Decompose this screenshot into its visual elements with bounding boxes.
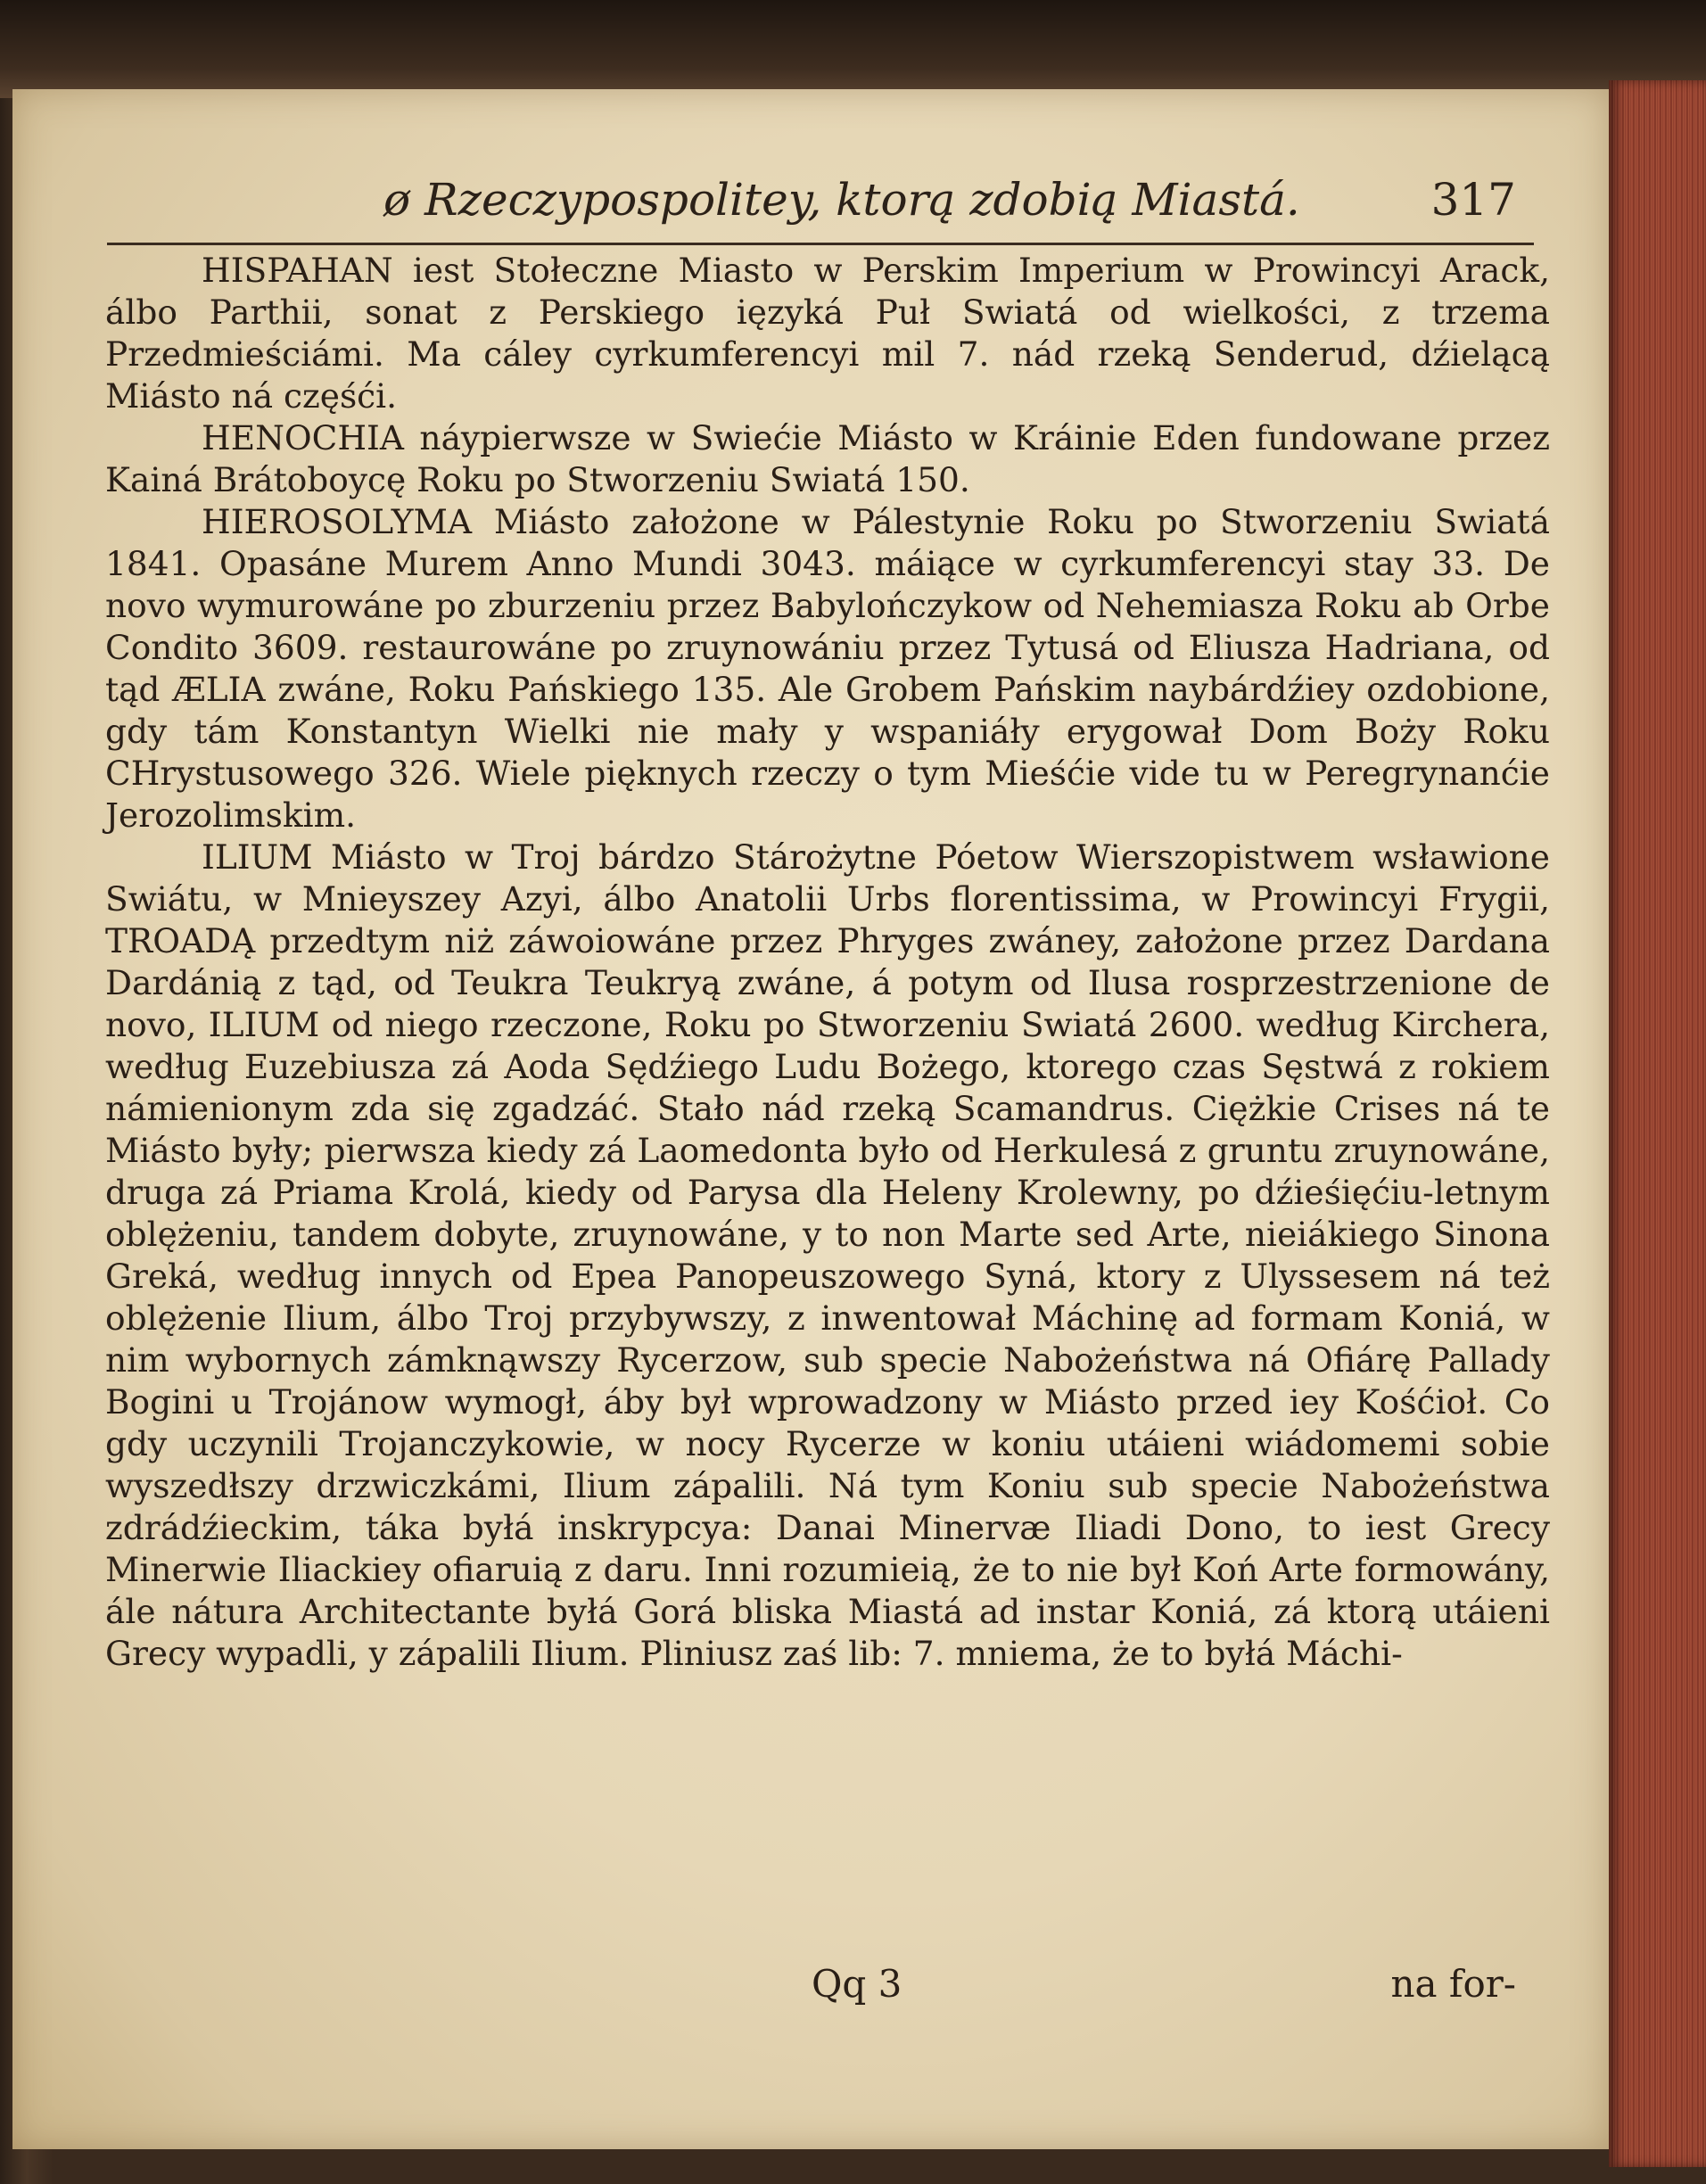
page-number: 317 (1430, 174, 1516, 226)
catchword: na for- (1390, 1962, 1516, 2006)
page-footer (107, 1962, 1534, 2015)
entry-henochia: HENOCHIA náypierwsze w Swiećie Miásto w Kráinie Eden fundowane przez Kainá Brátoboycę Roku po Stworzeniu Swiatá 150. (105, 418, 1550, 499)
signature-mark: Qq 3 (812, 1962, 902, 2006)
entry-hispahan: HISPAHAN iest Stołeczne Miasto w Perskim Imperium w Prowincyi Arack, álbo Parthii, sonat z Perskiego ięzyká Puł Swiatá od wielkości, z trzema Przedmieściámi. Ma cáley cyrkumferencyi mil 7. nád rzeką Senderud, dźielącą Miásto ná częśći. (105, 251, 1550, 416)
body-text (105, 250, 1550, 1675)
running-head (107, 174, 1534, 236)
running-head-title: ø Rzeczypospolitey, ktorą zdobią Miastá. (383, 174, 1300, 226)
entry-ilium: ILIUM Miásto w Troj bárdzo Stárożytne Póetow Wierszopistwem wsławione Swiátu, w Mnieyszey Azyi, álbo Anatolii Urbs florentissima, w Prowincyi Frygii, TROADĄ przedtym niż záwoiowáne przez Phryges zwáney, założone przez Dardana Dardánią z tąd, od Teukra Teukryą zwáne, á potym od Ilusa rosprzestrzenione de novo, ILIUM od niego rzeczone, Roku po Stworzeniu Swiatá 2600. według Kirchera, według Euzebiusza zá Aoda Sędźiego Ludu Bożego, ktorego czas Sęstwá z rokiem námienionym zda się zgadzáć. Stało nád rzeką Scamandrus. Ciężkie Crises ná te Miásto były; pierwsza kiedy zá Laomedonta było od Herkulesá z gruntu zruynowáne, druga zá Priama Krolá, kiedy od Parysa dla Heleny Krolewny, po dźieśięćiu-letnym oblężeniu, tandem dobyte, zruynowáne, y to non Marte sed Arte, nieiákiego Sinona Greká, według innych od Epea Panopeuszowego Syná, ktory z Ulyssesem ná też oblężenie Ilium, álbo Troj przybywszy, z inwentował Máchinę ad formam Koniá, w nim wybornych zámknąwszy Rycerzow, sub specie Nabożeństwa ná Ofiárę Pallady Bogini u Trojánow wymogł, áby był wprowadzony w Miásto przed iey Kośćioł. Co gdy uczynili Trojanczykowie, w nocy Rycerze w koniu utáieni wiádomemi sobie wyszedłszy drzwiczkámi, Ilium zápalili. Ná tym Koniu sub specie Nabożeństwa zdrádźieckim, táka byłá inskrypcya: Danai Minervæ Iliadi Dono, to iest Grecy Minerwie Iliackiey ofiaruią z daru. Inni rozumieią, że to nie był Koń Arte formowány, ále nátura Architectante byłá Gorá bliska Miastá ad instar Koniá, zá ktorą utáieni Grecy wypadli, y zápalili Ilium. Pliniusz zaś lib: 7. mniema, że to byłá Máchi- (105, 837, 1550, 1673)
binding-shadow (0, 0, 1706, 98)
header-rule (107, 243, 1534, 245)
page-edge (1609, 80, 1706, 2167)
entry-hierosolyma: HIEROSOLYMA Miásto założone w Pálestynie Roku po Stworzeniu Swiatá 1841. Opasáne Murem Anno Mundi 3043. máiące w cyrkumferencyi stay 33. De novo wymurowáne po zburzeniu przez Babylończykow od Nehemiasza Roku ab Orbe Condito 3609. restaurowáne po zruynowániu przez Tytusá od Eliusza Hadriana, od tąd ÆLIA zwáne, Roku Pańskiego 135. Ale Grobem Pańskim naybárdźiey ozdobione, gdy tám Konstantyn Wielki nie mały y wspaniáły erygował Dom Boży Roku CHrystusowego 326. Wiele pięknych rzeczy o tym Mieśćie vide tu w Peregrynanćie Jerozolimskim. (105, 502, 1550, 835)
